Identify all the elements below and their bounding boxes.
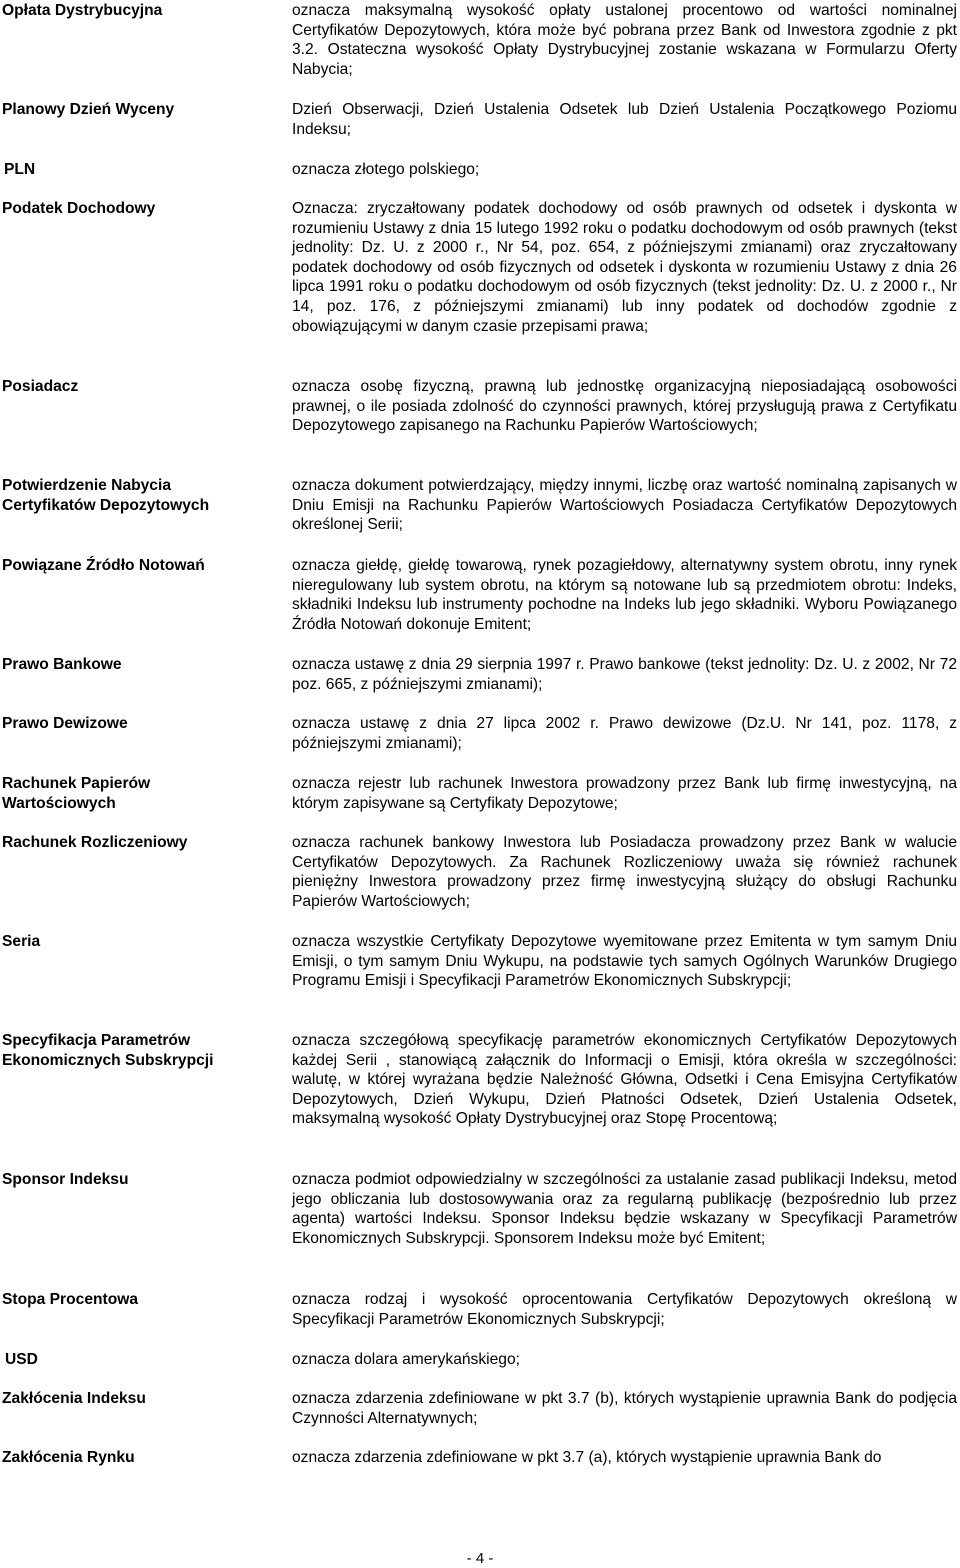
definition-sponsor-indeksu: oznacza podmiot odpowiedzialny w szczególności za ustalanie zasad publikacji Indeksu, metod jego obliczania lub dostosowywania oraz za regularną publikację (bezpośrednio lub przez agenta) wartości Indeksu. Sponsor Indeksu będzie wskazany w Specyfikacji Parametrów Ekonomicznych Subskrypcji. Sponsorem Indeksu może być Emitent;: [292, 1171, 957, 1247]
term-zaklocenia-indeksu: Zakłócenia Indeksu: [2, 1390, 146, 1407]
term-specyfikacja-parametrow: Specyfikacja Parametrów Ekonomicznych Subskrypcji: [2, 1032, 214, 1069]
definition-oplata-dystrybucyjna: oznacza maksymalną wysokość opłaty ustalonej procentowo od wartości nominalnej Certyfikatów Depozytowych, która może być pobrana przez Bank od Inwestora zgodnie z pkt 3.2. Ostateczna wysokość Opłaty Dystrybucyjnej zostanie wskazana w Formularzu Oferty Nabycia;: [292, 2, 957, 78]
term-pln: PLN: [4, 161, 36, 178]
definition-seria: oznacza wszystkie Certyfikaty Depozytowe wyemitowane przez Emitenta w tym samym Dniu Emisji, o tym samym Dniu Wykupu, na podstawie tych samych Ogólnych Warunków Drugiego Programu Emisji i Specyfikacji Parametrów Ekonomicznych Subskrypcji;: [292, 933, 957, 990]
term-prawo-bankowe: Prawo Bankowe: [2, 656, 122, 673]
term-seria: Seria: [2, 933, 41, 950]
definition-prawo-bankowe: oznacza ustawę z dnia 29 sierpnia 1997 r. Prawo bankowe (tekst jednolity: Dz. U. z 2002, Nr 72 poz. 665, z późniejszymi zmianami);: [292, 656, 957, 693]
term-prawo-dewizowe: Prawo Dewizowe: [2, 715, 128, 732]
page-number: - 4 -: [466, 1550, 494, 1567]
definition-specyfikacja-parametrow: oznacza szczegółową specyfikację parametrów ekonomicznych Certyfikatów Depozytowych każdej Serii , stanowiącą załącznik do Informacji o Emisji, która określa w szczególności: walutę, w której wyrażana będzie Należność Główna, Odsetki i Cena Emisyjna Certyfikatów Depozytowych, Dzień Wykupu, Dzień Płatności Odsetek, Dzień Ustalenia Odsetek, maksymalną wysokość Opłaty Dystrybucyjnej oraz Stopę Procentową;: [292, 1032, 957, 1128]
term-sponsor-indeksu: Sponsor Indeksu: [2, 1171, 129, 1188]
definition-podatek-dochodowy: Oznacza: zryczałtowany podatek dochodowy od osób prawnych od odsetek i dyskonta w rozumieniu Ustawy z dnia 15 lutego 1992 roku o podatku dochodowym od osób prawnych (tekst jednolity: Dz. U. z 2000 r., Nr 54, poz. 654, z późniejszymi zmianami) oraz zryczałtowany podatek dochodowy od osób fizycznych od odsetek i dyskonta w rozumieniu Ustawy z dnia 26 lipca 1991 roku o podatku dochodowym od osób fizycznych (tekst jednolity: Dz. U. z 2000 r., Nr 14, poz. 176, z późniejszymi zmianami) lub inny podatek od dochodów zgodnie z obowiązującymi w danym czasie przepisami prawa;: [292, 200, 957, 335]
definition-powiazane-zrodlo-notowan: oznacza giełdę, giełdę towarową, rynek pozagiełdowy, alternatywny system obrotu, inny rynek nieregulowany lub system obrotu, na którym są notowane lub są przedmiotem obrotu: Indeks, składniki Indeksu lub instrumenty pochodne na Indeks lub jego składniki. Wyboru Powiązanego Źródła Notowań dokonuje Emitent;: [292, 557, 957, 633]
term-posiadacz: Posiadacz: [2, 378, 79, 395]
definition-prawo-dewizowe: oznacza ustawę z dnia 27 lipca 2002 r. Prawo dewizowe (Dz.U. Nr 141, poz. 1178, z późniejszymi zmianami);: [292, 715, 957, 752]
term-stopa-procentowa: Stopa Procentowa: [2, 1291, 139, 1308]
term-rachunek-papierow-wartosciowych: Rachunek Papierów Wartościowych: [2, 775, 151, 812]
definition-pln: oznacza złotego polskiego;: [292, 161, 480, 178]
definition-planowy-dzien-wyceny: Dzień Obserwacji, Dzień Ustalenia Odsetek lub Dzień Ustalenia Początkowego Poziomu Indeksu;: [292, 101, 957, 138]
definition-rachunek-papierow-wartosciowych: oznacza rejestr lub rachunek Inwestora prowadzony przez Bank lub firmę inwestycyjną, na którym zapisywane są Certyfikaty Depozytowe;: [292, 775, 957, 812]
term-powiazane-zrodlo-notowan: Powiązane Źródło Notowań: [2, 557, 205, 574]
definition-zaklocenia-indeksu: oznacza zdarzenia zdefiniowane w pkt 3.7 (b), których wystąpienie uprawnia Bank do podjęcia Czynności Alternatywnych;: [292, 1390, 957, 1427]
term-podatek-dochodowy: Podatek Dochodowy: [2, 200, 156, 217]
term-rachunek-rozliczeniowy: Rachunek Rozliczeniowy: [2, 834, 188, 851]
definition-zaklocenia-rynku: oznacza zdarzenia zdefiniowane w pkt 3.7 (a), których wystąpienie uprawnia Bank do: [292, 1449, 882, 1466]
definition-posiadacz: oznacza osobę fizyczną, prawną lub jednostkę organizacyjną nieposiadającą osobowości prawnej, o ile posiada zdolność do czynności prawnych, której przysługują prawa z Certyfikatu Depozytowego zapisanego na Rachunku Papierów Wartościowych;: [292, 378, 957, 435]
definition-usd: oznacza dolara amerykańskiego;: [292, 1351, 520, 1368]
definition-rachunek-rozliczeniowy: oznacza rachunek bankowy Inwestora lub Posiadacza prowadzony przez Bank w walucie Certyfikatów Depozytowych. Za Rachunek Rozliczeniowy uważa się również rachunek pieniężny Inwestora prowadzony przez firmę inwestycyjną służący do obsługi Rachunku Papierów Wartościowych;: [292, 834, 957, 910]
term-oplata-dystrybucyjna: Opłata Dystrybucyjna: [2, 2, 163, 19]
definition-potwierdzenie-nabycia: oznacza dokument potwierdzający, między innymi, liczbę oraz wartość nominalną zapisanych w Dniu Emisji na Rachunku Papierów Wartościowych Posiadacza Certyfikatów Depozytowych określonej Serii;: [292, 477, 957, 534]
term-potwierdzenie-nabycia: Potwierdzenie Nabycia Certyfikatów Depozytowych: [2, 477, 210, 514]
definition-stopa-procentowa: oznacza rodzaj i wysokość oprocentowania Certyfikatów Depozytowych określoną w Specyfikacji Parametrów Ekonomicznych Subskrypcji;: [292, 1291, 957, 1328]
term-planowy-dzien-wyceny: Planowy Dzień Wyceny: [2, 101, 175, 118]
term-zaklocenia-rynku: Zakłócenia Rynku: [2, 1449, 135, 1466]
term-usd: USD: [5, 1351, 38, 1368]
